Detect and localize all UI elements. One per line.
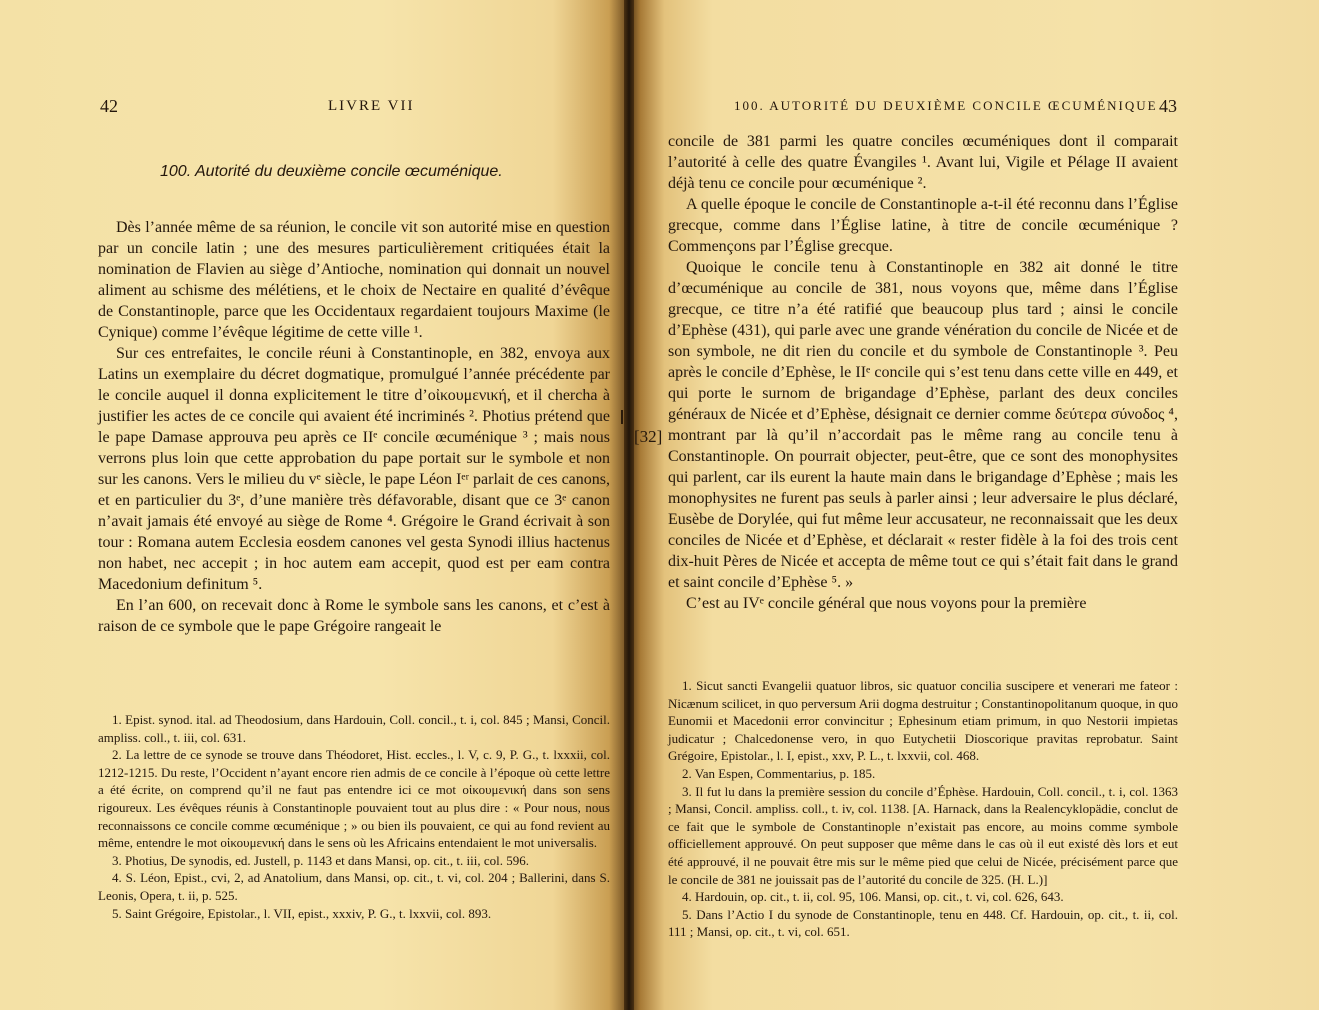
- footnote: 5. Saint Grégoire, Epistolar., l. VII, epist., xxxiv, P. G., t. lxxvii, col. 893.: [112, 905, 492, 921]
- margin-bracket: [621, 410, 629, 424]
- footnote: 2. La lettre de ce synode se trouve dans Théodoret, Hist. eccles., l. V, c. 9, P. G., t. lxxxii, col. 1212-1215. Du reste, l’Occident n’ayant encore rien admis de ce concile à l’époque où cette lettre a été écrite, on comprend qu’il ne faut pas entendre ici ce mot οἰκουμενική dans son sens rigoureux. Les évêques réunis à Constantinople pouvaient tout au plus dire : « Pour nous, nous reconnaissons ce concile comme œcuménique ; » ou bien ils pouvaient, ce qui au fond revient au même, entendre le mot οἰκουμενική dans le sens où les Africains entendaient le mot universalis.: [98, 747, 610, 851]
- running-head: LIVRE VII: [328, 98, 415, 114]
- running-head: 100. AUTORITÉ DU DEUXIÈME CONCILE ŒCUMÉNIQUE: [734, 98, 1158, 113]
- page-number: 43: [1159, 96, 1177, 116]
- footnote: 4. S. Léon, Epist., cvi, 2, ad Anatolium, dans Mansi, op. cit., t. vi, col. 204 ; Ballerini, dans S. Leonis, Opera, t. ii, p. 525.: [98, 870, 610, 903]
- body-text: [668, 131, 1178, 614]
- footnotes: [98, 711, 610, 922]
- footnote: 3. Photius, De synodis, ed. Justell, p. 1143 et dans Mansi, op. cit., t. iii, col. 596.: [112, 852, 529, 868]
- page-number: 42: [100, 96, 118, 116]
- left-page: [0, 0, 628, 1010]
- side-marker: [32]: [634, 427, 663, 446]
- paragraph: A quelle époque le concile de Constantinople a-t-il été reconnu dans l’Église grecque, comme dans l’Église latine, à titre de concile œcuménique ? Commençons par l’Église grecque.: [668, 196, 1178, 255]
- paragraph: En l’an 600, on recevait donc à Rome le symbole sans les canons, et c’est à raison de ce symbole que le pape Grégoire rangeait le: [98, 597, 610, 635]
- paragraph: C’est au IVᵉ concile général que nous voyons pour la première: [686, 595, 1087, 612]
- right-page: [630, 0, 1319, 1010]
- footnote: 1. Sicut sancti Evangelii quatuor libros, sic quatuor concilia suscipere et venerari me fateor : Nicænum scilicet, in quo perversum Arii dogma destruitur ; Constantinopolitanum quoque, in quo Eunomii et Macedonii error convincitur ; Ephesinum etiam primum, in quo Nestorii impietas judicatur ; Chalcedonense vero, in quo Eutychetii Dioscorique pravitas reprobatur. Saint Grégoire, Epistolar., l. I, epist., xxv, P. L., t. lxxvii, col. 468.: [668, 678, 1178, 764]
- footnote: 2. Van Espen, Commentarius, p. 185.: [682, 765, 876, 781]
- body-text: [98, 217, 610, 637]
- section-title: 100. Autorité du deuxième concile œcuménique.: [160, 163, 503, 180]
- footnote: 5. Dans l’Actio I du synode de Constantinople, tenu en 448. Cf. Hardouin, op. cit., t. ii, col. 111 ; Mansi, op. cit., t. vi, col. 651.: [668, 906, 1178, 940]
- footnote: 1. Epist. synod. ital. ad Theodosium, dans Hardouin, Coll. concil., t. i, col. 845 ; Mansi, Concil. ampliss. coll., t. iii, col. 631.: [98, 712, 610, 745]
- footnote: 4. Hardouin, op. cit., t. ii, col. 95, 106. Mansi, op. cit., t. vi, col. 626, 643.: [682, 889, 1064, 905]
- book-gutter: [624, 0, 634, 1010]
- paragraph: Sur ces entrefaites, le concile réuni à Constantinople, en 382, envoya aux Latins un exemplaire du décret dogmatique, promulgué l’année précédente par le concile auquel il donna explicitement le titre d’οἰκουμενική, et il chercha à justifier les actes de ce concile qui avaient été incriminés ². Photius prétend que le pape Damase approuva peu après ce IIᵉ concile œcuménique ³ ; mais nous verrons plus loin que cette approbation du pape portait sur le symbole et non sur les canons. Vers le milieu du vᵉ siècle, le pape Léon Iᵉʳ parlait de ces canons, et en particulier du 3ᵉ, d’une manière très défavorable, disant que ce 3ᵉ canon n’avait jamais été envoyé au siège de Rome ⁴. Grégoire le Grand écrivait à son tour : Romana autem Ecclesia eosdem canones vel gesta Synodi illius hactenus non habet, nec accepit ; in hoc autem eam accepit, quod est per eam contra Macedonium definitum ⁵.: [98, 345, 610, 593]
- paragraph: concile de 381 parmi les quatre conciles œcuméniques dont il comparait l’autorité à celle des quatre Évangiles ¹. Avant lui, Vigile et Pélage II avaient déjà tenu ce concile pour œcuménique ².: [668, 133, 1178, 192]
- paragraph: Quoique le concile tenu à Constantinople en 382 ait donné le titre d’œcuménique au concile de 381, nous voyons que, même dans l’Église grecque, ce titre n’a été ratifié que beaucoup plus tard ; ainsi le concile d’Ephèse (431), qui parle avec une grande vénération du concile de Nicée et de son symbole, ne dit rien du concile et du symbole de Constantinople ³. Peu après le concile d’Ephèse, le IIᵉ concile qui s’est tenu dans cette ville en 449, et qui porte le surnom de brigandage d’Ephèse, parlant des deux conciles généraux de Nicée et d’Ephèse, désignait ce dernier comme δεύτερα σύνοδος ⁴, montrant par là qu’il n’accordait pas le même rang au concile tenu à Constantinople. On pourrait objecter, peut-être, que ce sont des monophysites qui parlent, car ils eurent la haute main dans le brigandage d’Ephèse ; mais les monophysites ne furent pas seuls à parler ainsi ; leur adversaire le plus déclaré, Eusèbe de Dorylée, qui fut même leur accusateur, ne reconnaissait que les deux conciles de Nicée et d’Ephèse, et déclarait « rester fidèle à la foi des trois cent dix-huit Pères de Nicée et accepta de même tout ce qui s’était fait dans le grand et saint concile d’Ephèse ⁵. »: [668, 259, 1178, 591]
- footnotes: [668, 677, 1178, 941]
- footnote: 3. Il fut lu dans la première session du concile d’Éphèse. Hardouin, Coll. concil., t. i, col. 1363 ; Mansi, Concil. ampliss. coll., t. iv, col. 1138. [A. Harnack, dans la Realencyklopädie, conclut de ce fait que le symbole de Constantinople n’existait pas encore, au moins comme symbole officiellement approuvé. On peut supposer que même dans le cas où il eut existé dès lors et eut été approuvé, il ne pouvait être mis sur le même pied que celui de Nicée, précisément parce que le concile de 381 ne jouissait pas de l’autorité du concile de 325. (H. L.)]: [668, 783, 1178, 887]
- paragraph: Dès l’année même de sa réunion, le concile vit son autorité mise en question par un concile latin ; une des mesures particulièrement critiquées était la nomination de Flavien au siège d’Antioche, nomination qui donnait un nouvel aliment au schisme des mélétiens, et le choix de Nectaire en qualité d’évêque de Constantinople, parce que les Occidentaux regardaient toujours Maxime (le Cynique) comme l’évêque légitime de cette ville ¹.: [98, 219, 610, 341]
